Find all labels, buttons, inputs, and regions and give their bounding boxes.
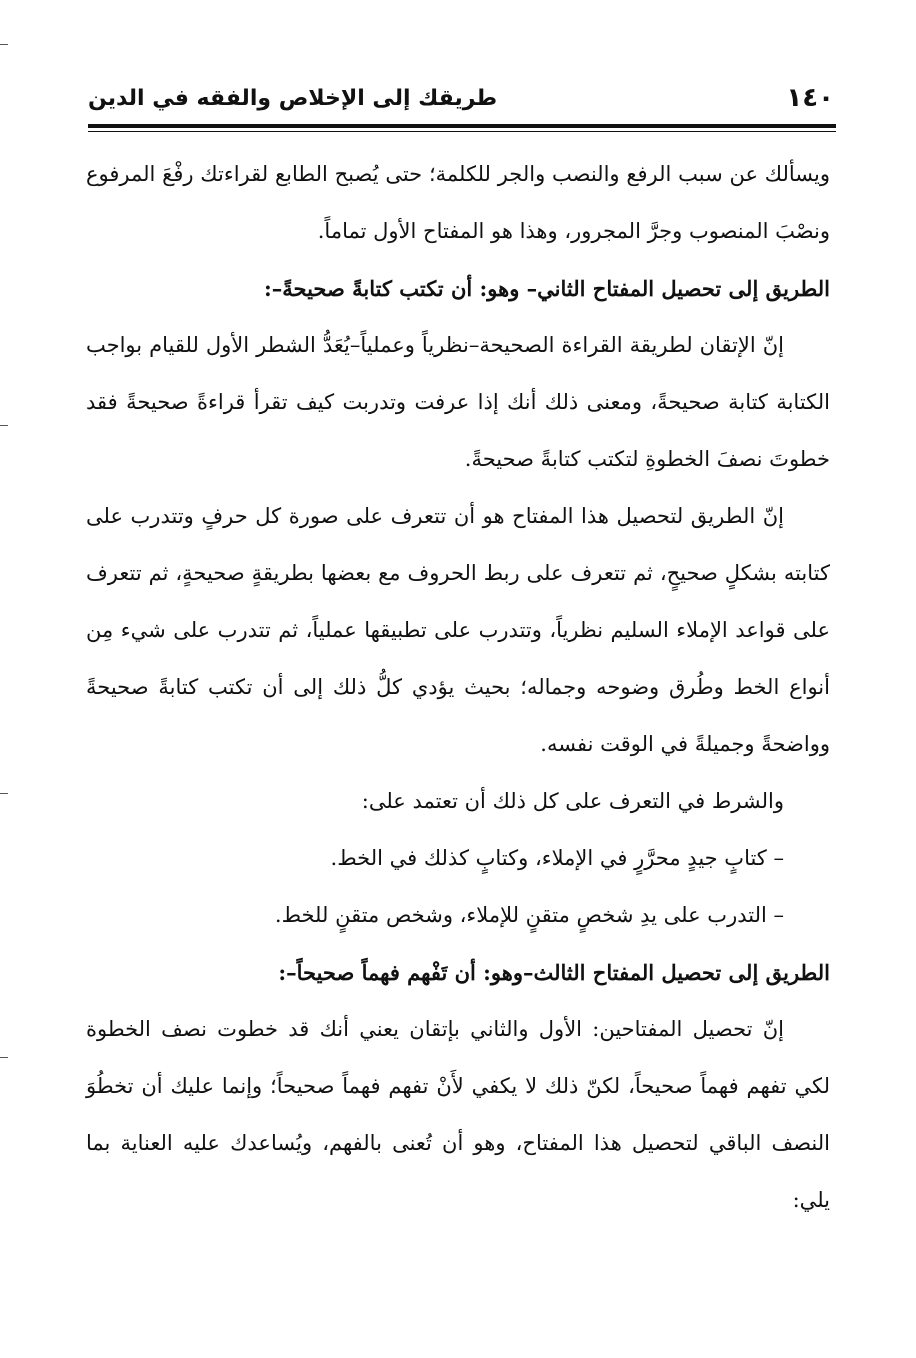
paragraph: والشرط في التعرف على كل ذلك أن تعتمد على:	[361, 789, 784, 813]
paragraph: إنّ الإتقان لطريقة القراءة الصحيحة–نظرياً وعملياً–يُعَدُّ الشطر الأول للقيام بواجب الكتابة كتابة صحيحةً، ومعنى ذلك أنك إذا عرفت وتدربت كيف تقرأ قراءةً صحيحةً فقد خطوتَ نصفَ الخطوةِ لتكتب كتابةً صحيحةً.	[86, 333, 830, 471]
section-heading-third-key: الطريق إلى تحصيل المفتاح الثالث–وهو: أن تَفْهم فهماً صحيحاً–:	[278, 960, 830, 985]
scan-margin-mark	[0, 1057, 8, 1058]
section-heading-second-key: الطريق إلى تحصيل المفتاح الثاني– وهو: أن تكتب كتابةً صحيحةً–:	[264, 276, 830, 301]
scan-margin-mark	[0, 44, 8, 45]
paragraph-continuation: ويسألك عن سبب الرفع والنصب والجر للكلمة؛ حتى يُصبح الطابع لقراءتك رفْعَ المرفوع ونصْبَ المنصوب وجرَّ المجرور، وهذا هو المفتاح الأول تماماً.	[86, 162, 830, 243]
list-item: – التدرب على يدِ شخصٍ متقنٍ للإملاء، وشخص متقنٍ للخط.	[274, 903, 784, 927]
running-title: طريقك إلى الإخلاص والفقه في الدين	[88, 85, 498, 111]
page-header	[88, 78, 834, 118]
header-rule-thick	[88, 124, 836, 128]
scan-margin-mark	[0, 425, 8, 426]
scan-margin-mark	[0, 793, 8, 794]
list-item: – كتابٍ جيدٍ محرَّرٍ في الإملاء، وكتابٍ كذلك في الخط.	[330, 846, 784, 870]
header-rule-thin	[88, 131, 836, 132]
body-text	[86, 146, 830, 1229]
page-number: ١٤٠	[786, 83, 834, 113]
paragraph: إنّ الطريق لتحصيل هذا المفتاح هو أن تتعرف على صورة كل حرفٍ وتتدرب على كتابته بشكلٍ صحيحٍ، ثم تتعرف على ربط الحروف مع بعضها بطريقةٍ صحيحةٍ، ثم تتعرف على قواعد الإملاء السليم نظرياً، وتتدرب على تطبيقها عملياً، ثم تتدرب على شيء مِن أنواع الخط وطُرق وضوحه وجماله؛ بحيث يؤدي كلُّ ذلك إلى أن تكتب كتابةً صحيحةً وواضحةً وجميلةً في الوقت نفسه.	[86, 504, 830, 756]
paragraph: إنّ تحصيل المفتاحين: الأول والثاني بإتقان يعني أنك قد خطوت نصف الخطوة لكي تفهم فهماً صحيحاً، لكنّ ذلك لا يكفي لأَنْ تفهم فهماً صحيحاً؛ وإنما عليك أن تخطُوَ النصف الباقي لتحصيل هذا المفتاح، وهو أن تُعنى بالفهم، ويُساعدك عليه العناية بما يلي:	[86, 1017, 830, 1212]
